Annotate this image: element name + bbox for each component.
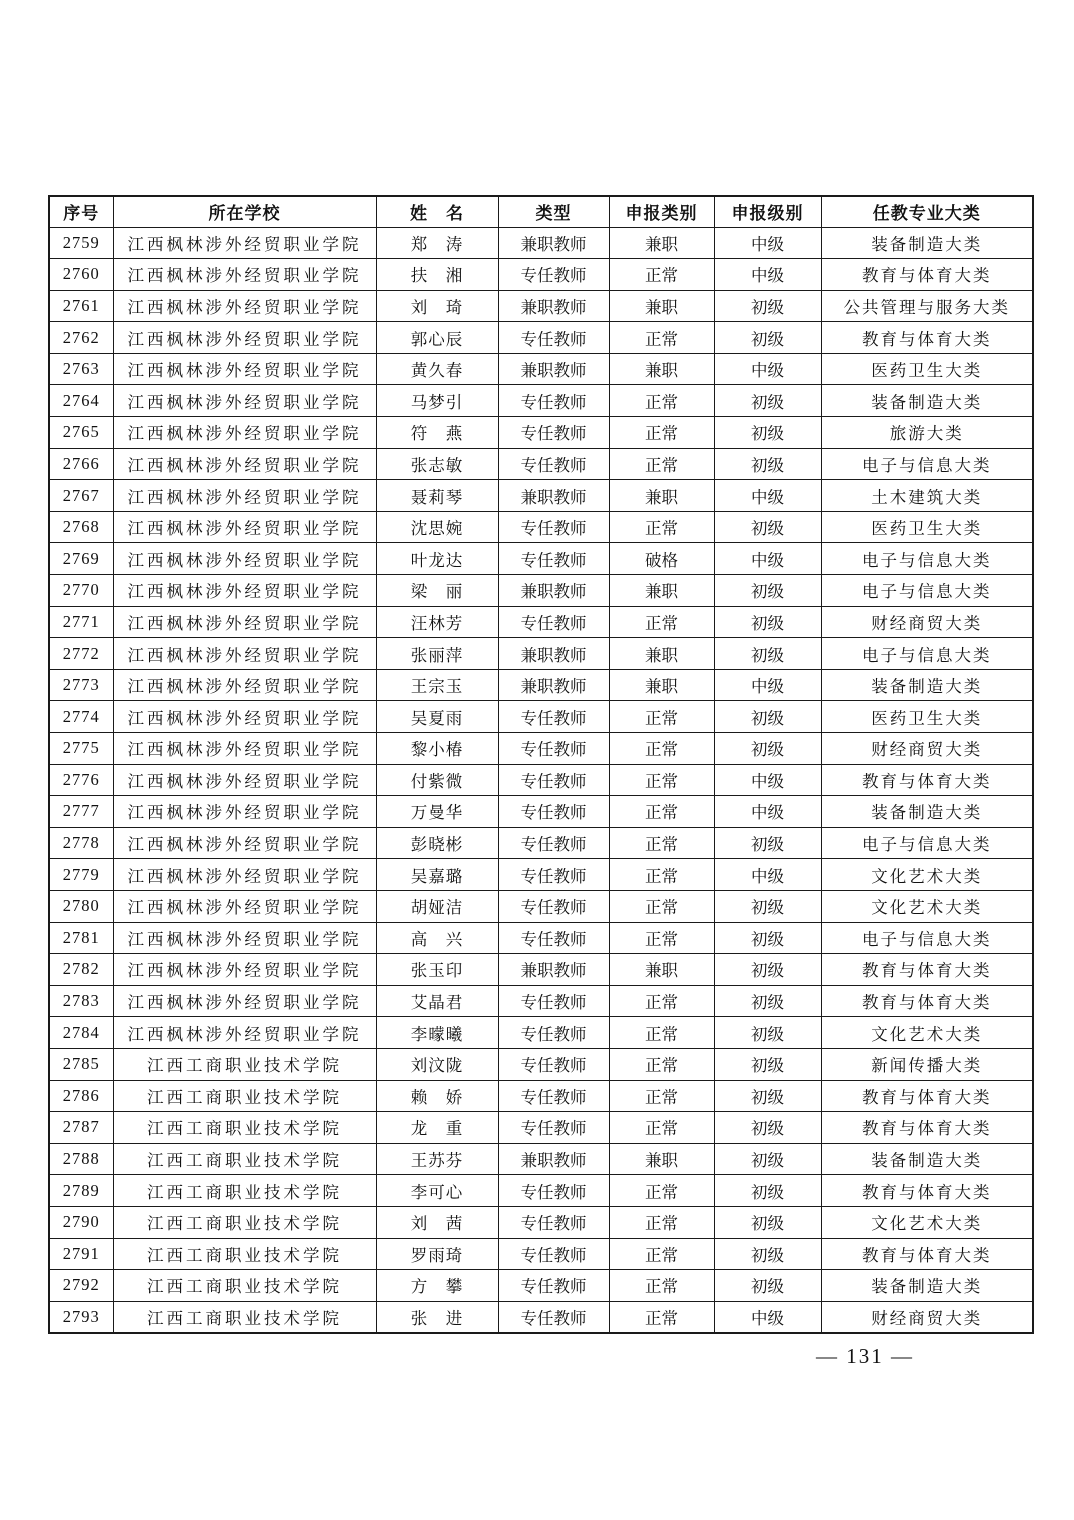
table-row <box>49 1175 1033 1207</box>
table-row <box>49 827 1033 859</box>
cell-type: 兼职教师 <box>498 353 609 385</box>
cell-school: 江西枫林涉外经贸职业学院 <box>113 796 376 828</box>
cell-school: 江西枫林涉外经贸职业学院 <box>113 353 376 385</box>
cell-name: 张丽萍 <box>376 638 498 670</box>
cell-name: 汪林芳 <box>376 606 498 638</box>
cell-level: 初级 <box>714 606 821 638</box>
table-row <box>49 543 1033 575</box>
cell-index: 2782 <box>49 954 113 986</box>
table-row <box>49 290 1033 322</box>
cell-category: 正常 <box>609 1301 714 1333</box>
cell-level: 中级 <box>714 1301 821 1333</box>
cell-index: 2787 <box>49 1112 113 1144</box>
cell-index: 2769 <box>49 543 113 575</box>
cell-level: 初级 <box>714 827 821 859</box>
cell-major: 电子与信息大类 <box>821 827 1033 859</box>
cell-index: 2771 <box>49 606 113 638</box>
cell-category: 正常 <box>609 1048 714 1080</box>
cell-name: 李可心 <box>376 1175 498 1207</box>
cell-category: 正常 <box>609 1270 714 1302</box>
cell-type: 专任教师 <box>498 1017 609 1049</box>
cell-level: 初级 <box>714 575 821 607</box>
cell-index: 2778 <box>49 827 113 859</box>
cell-type: 专任教师 <box>498 764 609 796</box>
cell-name: 符 燕 <box>376 417 498 449</box>
cell-name: 王苏芬 <box>376 1143 498 1175</box>
cell-name: 李曚曦 <box>376 1017 498 1049</box>
cell-school: 江西枫林涉外经贸职业学院 <box>113 985 376 1017</box>
table-row <box>49 511 1033 543</box>
cell-major: 装备制造大类 <box>821 796 1033 828</box>
cell-level: 初级 <box>714 290 821 322</box>
page-number: — 131 — <box>816 1344 914 1368</box>
table-row <box>49 1206 1033 1238</box>
cell-category: 正常 <box>609 859 714 891</box>
cell-school: 江西工商职业技术学院 <box>113 1270 376 1302</box>
cell-name: 万曼华 <box>376 796 498 828</box>
cell-category: 正常 <box>609 417 714 449</box>
table-row <box>49 1143 1033 1175</box>
cell-name: 刘 琦 <box>376 290 498 322</box>
cell-index: 2791 <box>49 1238 113 1270</box>
cell-index: 2759 <box>49 227 113 259</box>
cell-school: 江西枫林涉外经贸职业学院 <box>113 669 376 701</box>
table-row <box>49 859 1033 891</box>
cell-level: 初级 <box>714 922 821 954</box>
cell-major: 文化艺术大类 <box>821 1206 1033 1238</box>
cell-index: 2766 <box>49 448 113 480</box>
cell-major: 教育与体育大类 <box>821 1080 1033 1112</box>
cell-category: 兼职 <box>609 669 714 701</box>
cell-type: 专任教师 <box>498 1206 609 1238</box>
cell-type: 专任教师 <box>498 543 609 575</box>
cell-category: 正常 <box>609 796 714 828</box>
cell-category: 正常 <box>609 1017 714 1049</box>
cell-level: 初级 <box>714 417 821 449</box>
column-header-name: 姓 名 <box>376 196 498 227</box>
cell-major: 教育与体育大类 <box>821 322 1033 354</box>
cell-index: 2779 <box>49 859 113 891</box>
cell-level: 中级 <box>714 353 821 385</box>
cell-level: 初级 <box>714 1175 821 1207</box>
table-row <box>49 701 1033 733</box>
table-row <box>49 1270 1033 1302</box>
cell-index: 2793 <box>49 1301 113 1333</box>
cell-level: 中级 <box>714 227 821 259</box>
cell-index: 2760 <box>49 259 113 291</box>
cell-school: 江西枫林涉外经贸职业学院 <box>113 480 376 512</box>
cell-school: 江西工商职业技术学院 <box>113 1048 376 1080</box>
cell-category: 兼职 <box>609 954 714 986</box>
cell-category: 兼职 <box>609 575 714 607</box>
cell-type: 兼职教师 <box>498 227 609 259</box>
table-row <box>49 1080 1033 1112</box>
cell-school: 江西枫林涉外经贸职业学院 <box>113 701 376 733</box>
cell-school: 江西枫林涉外经贸职业学院 <box>113 511 376 543</box>
cell-name: 刘 茜 <box>376 1206 498 1238</box>
cell-type: 专任教师 <box>498 1048 609 1080</box>
cell-type: 专任教师 <box>498 1080 609 1112</box>
cell-index: 2792 <box>49 1270 113 1302</box>
cell-type: 专任教师 <box>498 448 609 480</box>
cell-index: 2770 <box>49 575 113 607</box>
cell-level: 初级 <box>714 1143 821 1175</box>
cell-type: 专任教师 <box>498 322 609 354</box>
cell-index: 2767 <box>49 480 113 512</box>
table-row <box>49 480 1033 512</box>
cell-school: 江西工商职业技术学院 <box>113 1143 376 1175</box>
table-row <box>49 259 1033 291</box>
cell-school: 江西枫林涉外经贸职业学院 <box>113 638 376 670</box>
cell-major: 电子与信息大类 <box>821 448 1033 480</box>
cell-major: 教育与体育大类 <box>821 1112 1033 1144</box>
cell-index: 2764 <box>49 385 113 417</box>
cell-school: 江西枫林涉外经贸职业学院 <box>113 733 376 765</box>
cell-school: 江西枫林涉外经贸职业学院 <box>113 1017 376 1049</box>
cell-category: 兼职 <box>609 638 714 670</box>
cell-level: 中级 <box>714 259 821 291</box>
cell-school: 江西枫林涉外经贸职业学院 <box>113 417 376 449</box>
cell-index: 2765 <box>49 417 113 449</box>
cell-major: 医药卫生大类 <box>821 353 1033 385</box>
cell-name: 吴嘉璐 <box>376 859 498 891</box>
table-row <box>49 985 1033 1017</box>
cell-name: 方 攀 <box>376 1270 498 1302</box>
cell-level: 初级 <box>714 890 821 922</box>
cell-category: 兼职 <box>609 290 714 322</box>
cell-category: 正常 <box>609 701 714 733</box>
cell-name: 黄久春 <box>376 353 498 385</box>
cell-name: 刘汶陇 <box>376 1048 498 1080</box>
cell-category: 正常 <box>609 922 714 954</box>
cell-index: 2784 <box>49 1017 113 1049</box>
table-row <box>49 764 1033 796</box>
cell-type: 专任教师 <box>498 859 609 891</box>
cell-index: 2788 <box>49 1143 113 1175</box>
cell-major: 医药卫生大类 <box>821 701 1033 733</box>
cell-school: 江西枫林涉外经贸职业学院 <box>113 448 376 480</box>
cell-index: 2783 <box>49 985 113 1017</box>
cell-major: 公共管理与服务大类 <box>821 290 1033 322</box>
cell-school: 江西枫林涉外经贸职业学院 <box>113 954 376 986</box>
cell-major: 财经商贸大类 <box>821 1301 1033 1333</box>
cell-school: 江西工商职业技术学院 <box>113 1080 376 1112</box>
cell-index: 2761 <box>49 290 113 322</box>
cell-name: 张 进 <box>376 1301 498 1333</box>
cell-major: 文化艺术大类 <box>821 859 1033 891</box>
cell-school: 江西枫林涉外经贸职业学院 <box>113 227 376 259</box>
cell-category: 正常 <box>609 733 714 765</box>
table-row <box>49 796 1033 828</box>
cell-category: 正常 <box>609 985 714 1017</box>
teacher-roster-table <box>48 195 1034 1334</box>
cell-index: 2774 <box>49 701 113 733</box>
cell-type: 兼职教师 <box>498 669 609 701</box>
cell-level: 初级 <box>714 985 821 1017</box>
cell-name: 聂莉琴 <box>376 480 498 512</box>
table-row <box>49 1112 1033 1144</box>
cell-category: 正常 <box>609 322 714 354</box>
column-header-level: 申报级别 <box>714 196 821 227</box>
cell-level: 初级 <box>714 1080 821 1112</box>
cell-name: 王宗玉 <box>376 669 498 701</box>
cell-school: 江西工商职业技术学院 <box>113 1175 376 1207</box>
table-row <box>49 1238 1033 1270</box>
cell-major: 装备制造大类 <box>821 385 1033 417</box>
cell-name: 黎小椿 <box>376 733 498 765</box>
cell-index: 2776 <box>49 764 113 796</box>
cell-type: 专任教师 <box>498 1301 609 1333</box>
column-header-index: 序号 <box>49 196 113 227</box>
table-row <box>49 1301 1033 1333</box>
cell-index: 2768 <box>49 511 113 543</box>
cell-type: 专任教师 <box>498 606 609 638</box>
cell-index: 2762 <box>49 322 113 354</box>
table-row <box>49 353 1033 385</box>
cell-name: 马梦引 <box>376 385 498 417</box>
cell-name: 张玉印 <box>376 954 498 986</box>
cell-major: 电子与信息大类 <box>821 922 1033 954</box>
cell-category: 兼职 <box>609 480 714 512</box>
cell-index: 2780 <box>49 890 113 922</box>
cell-level: 中级 <box>714 859 821 891</box>
cell-name: 沈思婉 <box>376 511 498 543</box>
cell-major: 医药卫生大类 <box>821 511 1033 543</box>
cell-index: 2785 <box>49 1048 113 1080</box>
cell-index: 2789 <box>49 1175 113 1207</box>
cell-level: 中级 <box>714 480 821 512</box>
cell-major: 教育与体育大类 <box>821 764 1033 796</box>
cell-school: 江西枫林涉外经贸职业学院 <box>113 543 376 575</box>
table-row <box>49 954 1033 986</box>
cell-name: 吴夏雨 <box>376 701 498 733</box>
cell-school: 江西工商职业技术学院 <box>113 1206 376 1238</box>
cell-major: 教育与体育大类 <box>821 954 1033 986</box>
cell-major: 教育与体育大类 <box>821 985 1033 1017</box>
cell-type: 兼职教师 <box>498 480 609 512</box>
cell-major: 装备制造大类 <box>821 1270 1033 1302</box>
cell-level: 初级 <box>714 448 821 480</box>
cell-school: 江西枫林涉外经贸职业学院 <box>113 259 376 291</box>
cell-level: 初级 <box>714 1238 821 1270</box>
cell-category: 正常 <box>609 1112 714 1144</box>
cell-category: 正常 <box>609 1175 714 1207</box>
cell-type: 专任教师 <box>498 827 609 859</box>
cell-type: 兼职教师 <box>498 638 609 670</box>
cell-type: 专任教师 <box>498 511 609 543</box>
cell-major: 电子与信息大类 <box>821 575 1033 607</box>
cell-index: 2786 <box>49 1080 113 1112</box>
cell-type: 专任教师 <box>498 890 609 922</box>
cell-type: 专任教师 <box>498 259 609 291</box>
cell-major: 装备制造大类 <box>821 1143 1033 1175</box>
cell-name: 罗雨琦 <box>376 1238 498 1270</box>
cell-school: 江西枫林涉外经贸职业学院 <box>113 385 376 417</box>
cell-index: 2772 <box>49 638 113 670</box>
cell-index: 2775 <box>49 733 113 765</box>
cell-major: 新闻传播大类 <box>821 1048 1033 1080</box>
cell-category: 正常 <box>609 511 714 543</box>
cell-major: 文化艺术大类 <box>821 890 1033 922</box>
cell-school: 江西工商职业技术学院 <box>113 1112 376 1144</box>
cell-name: 龙 重 <box>376 1112 498 1144</box>
cell-name: 郑 涛 <box>376 227 498 259</box>
cell-name: 艾晶君 <box>376 985 498 1017</box>
table-row <box>49 1048 1033 1080</box>
cell-school: 江西枫林涉外经贸职业学院 <box>113 290 376 322</box>
cell-type: 专任教师 <box>498 385 609 417</box>
cell-name: 赖 娇 <box>376 1080 498 1112</box>
cell-category: 正常 <box>609 385 714 417</box>
table-row <box>49 606 1033 638</box>
cell-major: 电子与信息大类 <box>821 638 1033 670</box>
cell-index: 2777 <box>49 796 113 828</box>
cell-category: 正常 <box>609 1206 714 1238</box>
table-row <box>49 669 1033 701</box>
cell-category: 正常 <box>609 448 714 480</box>
cell-major: 装备制造大类 <box>821 227 1033 259</box>
cell-category: 正常 <box>609 259 714 291</box>
table-row <box>49 922 1033 954</box>
cell-level: 中级 <box>714 764 821 796</box>
cell-level: 初级 <box>714 701 821 733</box>
column-header-school: 所在学校 <box>113 196 376 227</box>
cell-category: 正常 <box>609 606 714 638</box>
cell-name: 叶龙达 <box>376 543 498 575</box>
cell-level: 初级 <box>714 511 821 543</box>
cell-school: 江西工商职业技术学院 <box>113 1301 376 1333</box>
table-body <box>49 227 1033 1333</box>
table-row <box>49 448 1033 480</box>
cell-school: 江西枫林涉外经贸职业学院 <box>113 922 376 954</box>
cell-level: 初级 <box>714 638 821 670</box>
table-row <box>49 890 1033 922</box>
cell-type: 专任教师 <box>498 922 609 954</box>
cell-index: 2773 <box>49 669 113 701</box>
cell-school: 江西枫林涉外经贸职业学院 <box>113 827 376 859</box>
table-row <box>49 385 1033 417</box>
cell-category: 正常 <box>609 1080 714 1112</box>
cell-category: 兼职 <box>609 1143 714 1175</box>
cell-school: 江西枫林涉外经贸职业学院 <box>113 606 376 638</box>
cell-level: 初级 <box>714 322 821 354</box>
cell-category: 正常 <box>609 764 714 796</box>
table-row <box>49 575 1033 607</box>
cell-level: 初级 <box>714 733 821 765</box>
cell-category: 破格 <box>609 543 714 575</box>
cell-category: 正常 <box>609 1238 714 1270</box>
cell-index: 2790 <box>49 1206 113 1238</box>
cell-level: 初级 <box>714 385 821 417</box>
cell-school: 江西枫林涉外经贸职业学院 <box>113 890 376 922</box>
cell-category: 兼职 <box>609 227 714 259</box>
cell-type: 专任教师 <box>498 796 609 828</box>
cell-level: 中级 <box>714 669 821 701</box>
cell-level: 中级 <box>714 543 821 575</box>
cell-type: 专任教师 <box>498 1270 609 1302</box>
cell-type: 专任教师 <box>498 985 609 1017</box>
cell-type: 专任教师 <box>498 417 609 449</box>
cell-major: 旅游大类 <box>821 417 1033 449</box>
cell-school: 江西工商职业技术学院 <box>113 1238 376 1270</box>
cell-category: 正常 <box>609 827 714 859</box>
cell-type: 兼职教师 <box>498 1143 609 1175</box>
cell-type: 兼职教师 <box>498 954 609 986</box>
column-header-type: 类型 <box>498 196 609 227</box>
cell-name: 扶 湘 <box>376 259 498 291</box>
cell-name: 高 兴 <box>376 922 498 954</box>
cell-level: 初级 <box>714 1206 821 1238</box>
cell-major: 土木建筑大类 <box>821 480 1033 512</box>
cell-major: 教育与体育大类 <box>821 1175 1033 1207</box>
cell-index: 2781 <box>49 922 113 954</box>
cell-level: 初级 <box>714 1048 821 1080</box>
cell-level: 初级 <box>714 1017 821 1049</box>
cell-type: 专任教师 <box>498 1238 609 1270</box>
cell-name: 梁 丽 <box>376 575 498 607</box>
cell-name: 胡娅洁 <box>376 890 498 922</box>
table-row <box>49 1017 1033 1049</box>
cell-category: 兼职 <box>609 353 714 385</box>
cell-name: 张志敏 <box>376 448 498 480</box>
cell-major: 财经商贸大类 <box>821 733 1033 765</box>
table-row <box>49 733 1033 765</box>
table-row <box>49 322 1033 354</box>
cell-school: 江西枫林涉外经贸职业学院 <box>113 859 376 891</box>
cell-name: 付紫微 <box>376 764 498 796</box>
cell-type: 专任教师 <box>498 1112 609 1144</box>
cell-level: 初级 <box>714 1270 821 1302</box>
cell-type: 兼职教师 <box>498 290 609 322</box>
cell-school: 江西枫林涉外经贸职业学院 <box>113 575 376 607</box>
cell-level: 初级 <box>714 954 821 986</box>
cell-major: 文化艺术大类 <box>821 1017 1033 1049</box>
cell-major: 装备制造大类 <box>821 669 1033 701</box>
cell-name: 郭心辰 <box>376 322 498 354</box>
cell-type: 兼职教师 <box>498 575 609 607</box>
cell-type: 专任教师 <box>498 733 609 765</box>
cell-major: 教育与体育大类 <box>821 259 1033 291</box>
table-row <box>49 638 1033 670</box>
cell-school: 江西枫林涉外经贸职业学院 <box>113 764 376 796</box>
cell-level: 初级 <box>714 1112 821 1144</box>
cell-category: 正常 <box>609 890 714 922</box>
cell-major: 财经商贸大类 <box>821 606 1033 638</box>
table-row <box>49 417 1033 449</box>
table-header-row <box>49 196 1033 227</box>
cell-name: 彭晓彬 <box>376 827 498 859</box>
table-row <box>49 227 1033 259</box>
cell-major: 电子与信息大类 <box>821 543 1033 575</box>
cell-school: 江西枫林涉外经贸职业学院 <box>113 322 376 354</box>
cell-level: 中级 <box>714 796 821 828</box>
cell-type: 专任教师 <box>498 1175 609 1207</box>
cell-index: 2763 <box>49 353 113 385</box>
column-header-category: 申报类别 <box>609 196 714 227</box>
column-header-major: 任教专业大类 <box>821 196 1033 227</box>
cell-type: 专任教师 <box>498 701 609 733</box>
cell-major: 教育与体育大类 <box>821 1238 1033 1270</box>
